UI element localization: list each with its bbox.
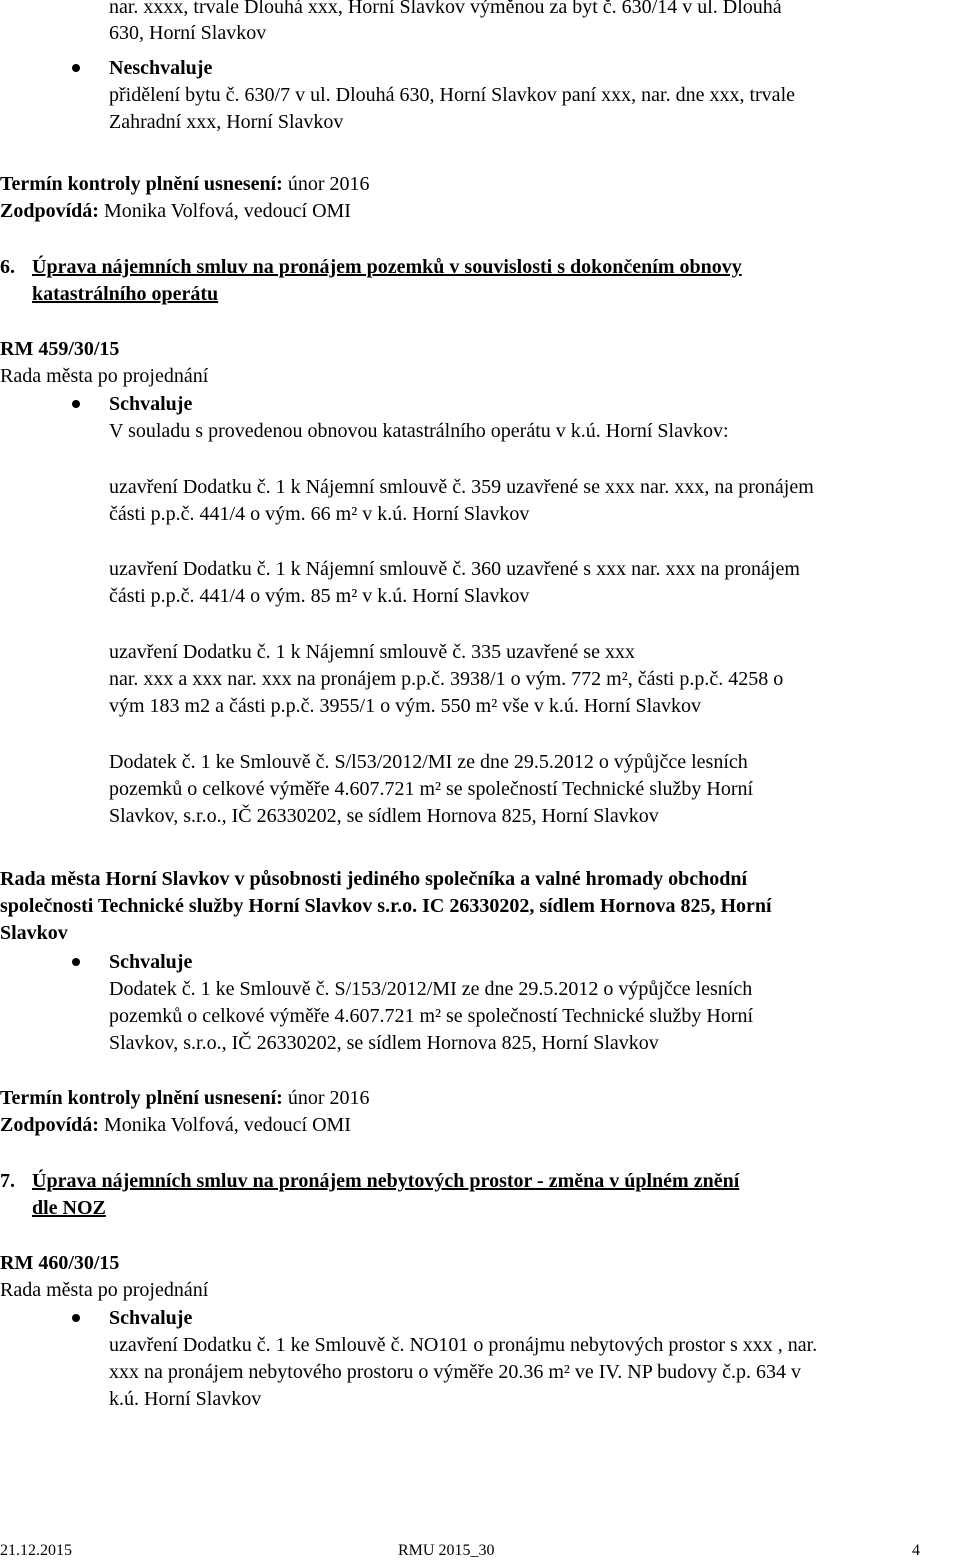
- text-line: části p.p.č. 441/4 o vým. 85 m² v k.ú. Horní Slavkov: [109, 585, 530, 607]
- responsible-label: Zodpovídá:: [0, 200, 99, 222]
- text-line: nar. xxxx, trvale Dlouhá xxx, Horní Slavkov výměnou za byt č. 630/14 v ul. Dlouhá: [109, 0, 782, 18]
- bullet-icon: [72, 1314, 80, 1322]
- footer-page-number: 4: [912, 1542, 920, 1559]
- responsible-value: Monika Volfová, vedoucí OMI: [98, 200, 351, 222]
- footer-document-id: RMU 2015_30: [398, 1542, 495, 1559]
- text-line: uzavření Dodatku č. 1 k Nájemní smlouvě č. 359 uzavřené se xxx nar. xxx, na pronájem: [109, 476, 814, 498]
- council-line: Rada města po projednání: [0, 365, 209, 387]
- section-title: katastrálního operátu: [32, 283, 219, 305]
- footer-date: 21.12.2015: [0, 1542, 72, 1559]
- council-heading: společnosti Technické služby Horní Slavkov s.r.o. IC 26330202, sídlem Hornova 825, Horní: [0, 895, 772, 917]
- text-line: pozemků o celkové výměře 4.607.721 m² se společností Technické služby Horní: [109, 1005, 754, 1027]
- resolution-number: RM 460/30/15: [0, 1252, 120, 1274]
- text-line: nar. xxx a xxx nar. xxx na pronájem p.p.č. 3938/1 o vým. 772 m², části p.p.č. 4258 o: [109, 668, 784, 690]
- decision-label: Schvaluje: [109, 951, 193, 973]
- text-line: uzavření Dodatku č. 1 k Nájemní smlouvě č. 335 uzavřené se xxx: [109, 641, 635, 663]
- council-line: Rada města po projednání: [0, 1279, 209, 1301]
- text-line: části p.p.č. 441/4 o vým. 66 m² v k.ú. Horní Slavkov: [109, 503, 530, 525]
- text-line: uzavření Dodatku č. 1 ke Smlouvě č. NO101 o pronájmu nebytových prostor s xxx , nar.: [109, 1334, 818, 1356]
- text-line: Dodatek č. 1 ke Smlouvě č. S/153/2012/MI ze dne 29.5.2012 o výpůjčce lesních: [109, 978, 753, 1000]
- bullet-icon: [72, 400, 80, 408]
- deadline-value: únor 2016: [282, 173, 370, 195]
- text-line: V souladu s provedenou obnovou katastrálního operátu v k.ú. Horní Slavkov:: [109, 420, 729, 442]
- section-title: dle NOZ: [32, 1197, 106, 1219]
- text-line: pozemků o celkové výměře 4.607.721 m² se společností Technické služby Horní: [109, 778, 754, 800]
- deadline-label: Termín kontroly plnění usnesení:: [0, 1087, 283, 1109]
- deadline-line: [0, 171, 370, 198]
- decision-label: Schvaluje: [109, 393, 193, 415]
- responsible-line: [0, 1112, 351, 1139]
- text-line: Zahradní xxx, Horní Slavkov: [109, 111, 344, 133]
- bullet-icon: [72, 958, 80, 966]
- responsible-line: [0, 198, 351, 225]
- decision-label: Schvaluje: [109, 1307, 193, 1329]
- council-heading: Slavkov: [0, 922, 68, 944]
- text-line: Slavkov, s.r.o., IČ 26330202, se sídlem Hornova 825, Horní Slavkov: [109, 1032, 659, 1054]
- bullet-icon: [72, 64, 80, 72]
- text-line: vým 183 m2 a části p.p.č. 3955/1 o vým. 550 m² vše v k.ú. Horní Slavkov: [109, 695, 702, 717]
- deadline-value: únor 2016: [282, 1087, 370, 1109]
- text-line: 630, Horní Slavkov: [109, 22, 267, 44]
- section-number: 6.: [0, 256, 15, 278]
- responsible-value: Monika Volfová, vedoucí OMI: [98, 1114, 351, 1136]
- text-line: přidělení bytu č. 630/7 v ul. Dlouhá 630, Horní Slavkov paní xxx, nar. dne xxx, trvale: [109, 84, 795, 106]
- text-line: Slavkov, s.r.o., IČ 26330202, se sídlem Hornova 825, Horní Slavkov: [109, 805, 659, 827]
- resolution-number: RM 459/30/15: [0, 338, 120, 360]
- section-number: 7.: [0, 1170, 15, 1192]
- deadline-label: Termín kontroly plnění usnesení:: [0, 173, 283, 195]
- text-line: xxx na pronájem nebytového prostoru o výměře 20.36 m² ve IV. NP budovy č.p. 634 v: [109, 1361, 802, 1383]
- decision-label: Neschvaluje: [109, 57, 213, 79]
- text-line: Dodatek č. 1 ke Smlouvě č. S/l53/2012/MI ze dne 29.5.2012 o výpůjčce lesních: [109, 751, 748, 773]
- text-line: k.ú. Horní Slavkov: [109, 1388, 262, 1410]
- deadline-line: [0, 1085, 370, 1112]
- responsible-label: Zodpovídá:: [0, 1114, 99, 1136]
- council-heading: Rada města Horní Slavkov v působnosti jediného společníka a valné hromady obchodní: [0, 868, 748, 890]
- section-title: Úprava nájemních smluv na pronájem nebytových prostor - změna v úplném znění: [32, 1170, 740, 1192]
- text-line: uzavření Dodatku č. 1 k Nájemní smlouvě č. 360 uzavřené s xxx nar. xxx na pronájem: [109, 558, 800, 580]
- section-title: Úprava nájemních smluv na pronájem pozemků v souvislosti s dokončením obnovy: [32, 256, 742, 278]
